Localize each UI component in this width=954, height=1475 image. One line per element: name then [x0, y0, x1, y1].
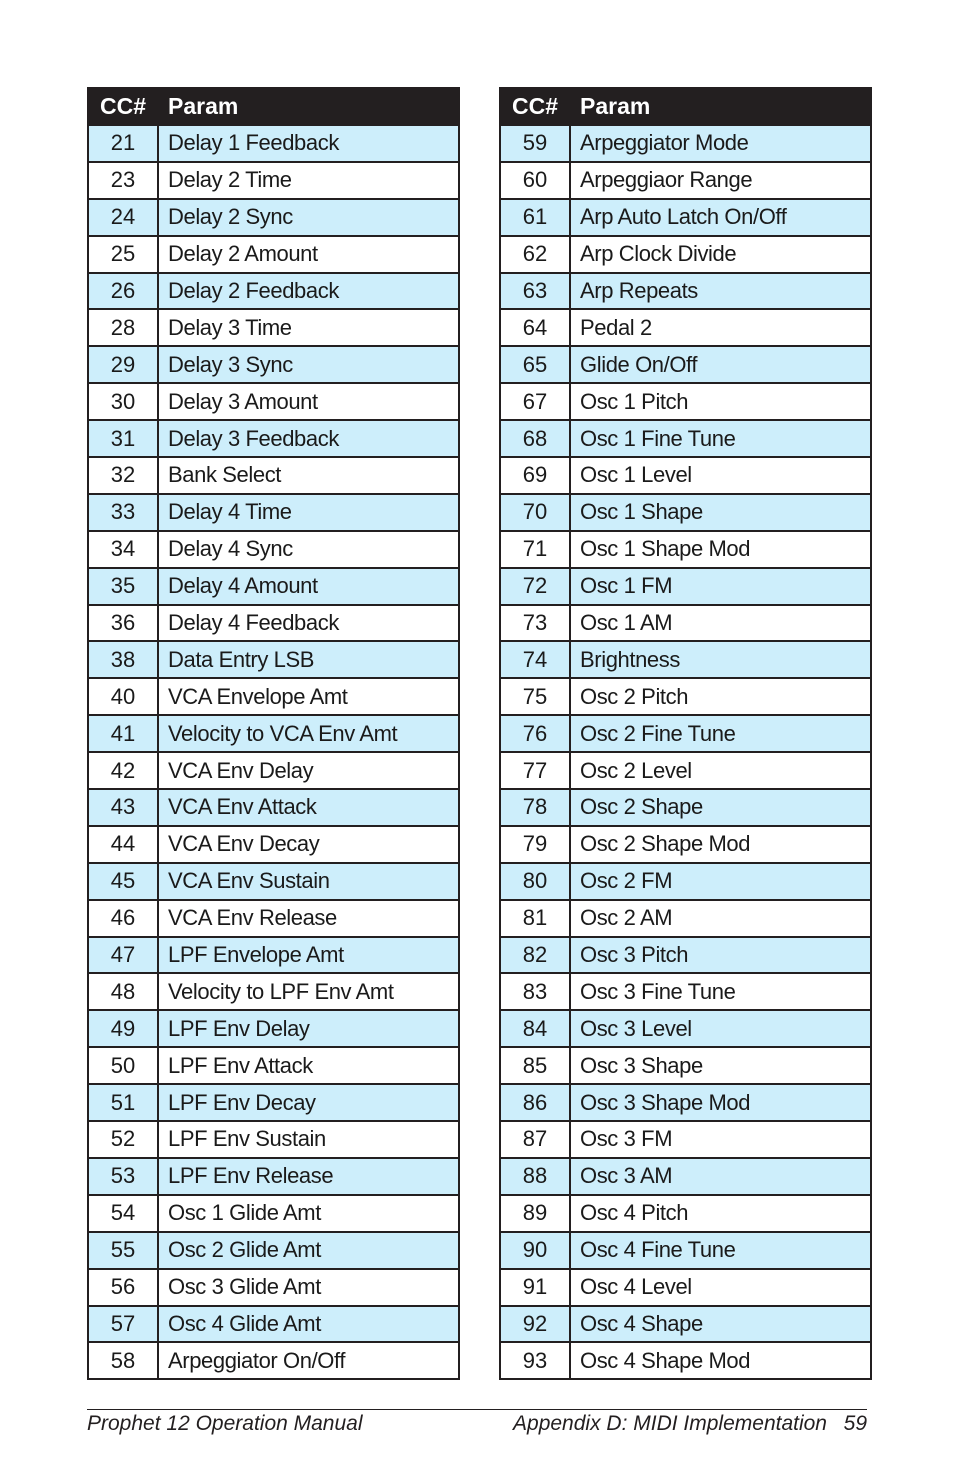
table-row — [88, 752, 459, 789]
table-row — [88, 1158, 459, 1195]
param-name-cell: LPF Env Delay — [158, 1010, 459, 1047]
cc-number-cell: 61 — [500, 199, 570, 236]
table-row — [500, 605, 871, 642]
param-name-cell: Osc 1 Pitch — [570, 383, 871, 420]
table-row — [500, 789, 871, 826]
param-name-cell: Osc 2 Level — [570, 752, 871, 789]
cc-number-cell: 35 — [88, 568, 158, 605]
cc-number-cell: 52 — [88, 1121, 158, 1158]
cc-number-cell: 29 — [88, 346, 158, 383]
table-row — [500, 568, 871, 605]
cc-number-cell: 49 — [88, 1010, 158, 1047]
cc-number-cell: 58 — [88, 1342, 158, 1379]
param-name-cell: Delay 2 Feedback — [158, 273, 459, 310]
table-row — [88, 346, 459, 383]
cc-column-header: CC# — [500, 88, 570, 125]
table-row — [88, 309, 459, 346]
table-row — [88, 1306, 459, 1343]
cc-number-cell: 75 — [500, 678, 570, 715]
table-row — [88, 1084, 459, 1121]
table-row — [500, 1010, 871, 1047]
cc-number-cell: 64 — [500, 309, 570, 346]
table-row — [88, 826, 459, 863]
cc-number-cell: 60 — [500, 162, 570, 199]
table-row — [500, 162, 871, 199]
cc-number-cell: 87 — [500, 1121, 570, 1158]
table-row — [88, 900, 459, 937]
param-name-cell: Osc 1 Glide Amt — [158, 1195, 459, 1232]
param-name-cell: Delay 4 Amount — [158, 568, 459, 605]
table-row — [88, 125, 459, 162]
table-row — [88, 1047, 459, 1084]
cc-number-cell: 77 — [500, 752, 570, 789]
table-row — [500, 1121, 871, 1158]
param-name-cell: Delay 3 Sync — [158, 346, 459, 383]
table-row — [88, 494, 459, 531]
table-row — [88, 1121, 459, 1158]
cc-table-left — [87, 87, 460, 1380]
table-row — [500, 1195, 871, 1232]
cc-number-cell: 86 — [500, 1084, 570, 1121]
cc-number-cell: 71 — [500, 531, 570, 568]
param-name-cell: VCA Env Sustain — [158, 863, 459, 900]
table-row — [500, 863, 871, 900]
table-header-row — [500, 88, 871, 125]
cc-number-cell: 80 — [500, 863, 570, 900]
cc-column-header: CC# — [88, 88, 158, 125]
table-row — [500, 383, 871, 420]
param-name-cell: Osc 3 Fine Tune — [570, 973, 871, 1010]
cc-number-cell: 53 — [88, 1158, 158, 1195]
footer-section-title: Appendix D: MIDI Implementation — [513, 1412, 827, 1435]
param-name-cell: Velocity to VCA Env Amt — [158, 715, 459, 752]
table-row — [500, 420, 871, 457]
table-row — [88, 678, 459, 715]
table-row — [500, 900, 871, 937]
cc-number-cell: 56 — [88, 1269, 158, 1306]
table-row — [88, 162, 459, 199]
param-name-cell: Osc 3 Glide Amt — [158, 1269, 459, 1306]
param-column-header: Param — [570, 88, 871, 125]
cc-number-cell: 32 — [88, 457, 158, 494]
param-name-cell: Osc 3 FM — [570, 1121, 871, 1158]
cc-number-cell: 34 — [88, 531, 158, 568]
cc-number-cell: 26 — [88, 273, 158, 310]
cc-number-cell: 92 — [500, 1306, 570, 1343]
cc-number-cell: 93 — [500, 1342, 570, 1379]
table-row — [88, 605, 459, 642]
param-name-cell: VCA Env Delay — [158, 752, 459, 789]
page-number: 59 — [843, 1412, 867, 1435]
param-name-cell: Osc 2 Shape Mod — [570, 826, 871, 863]
cc-number-cell: 67 — [500, 383, 570, 420]
cc-number-cell: 83 — [500, 973, 570, 1010]
param-name-cell: Osc 2 AM — [570, 900, 871, 937]
table-row — [88, 236, 459, 273]
table-row — [500, 1084, 871, 1121]
cc-number-cell: 50 — [88, 1047, 158, 1084]
param-name-cell: Osc 4 Shape — [570, 1306, 871, 1343]
table-row — [500, 715, 871, 752]
table-row — [500, 346, 871, 383]
param-name-cell: Arpeggiator On/Off — [158, 1342, 459, 1379]
cc-number-cell: 44 — [88, 826, 158, 863]
table-row — [500, 1232, 871, 1269]
table-row — [88, 715, 459, 752]
cc-number-cell: 43 — [88, 789, 158, 826]
cc-number-cell: 40 — [88, 678, 158, 715]
table-row — [88, 568, 459, 605]
cc-number-cell: 45 — [88, 863, 158, 900]
cc-number-cell: 70 — [500, 494, 570, 531]
param-name-cell: Glide On/Off — [570, 346, 871, 383]
param-name-cell: Osc 1 Level — [570, 457, 871, 494]
cc-number-cell: 21 — [88, 125, 158, 162]
table-row — [500, 1342, 871, 1379]
param-name-cell: Delay 3 Amount — [158, 383, 459, 420]
table-row — [500, 752, 871, 789]
param-name-cell: Bank Select — [158, 457, 459, 494]
cc-table-right — [499, 87, 872, 1380]
param-name-cell: Delay 2 Time — [158, 162, 459, 199]
param-name-cell: Arp Auto Latch On/Off — [570, 199, 871, 236]
param-name-cell: Osc 3 Shape Mod — [570, 1084, 871, 1121]
cc-number-cell: 28 — [88, 309, 158, 346]
param-name-cell: Osc 2 Glide Amt — [158, 1232, 459, 1269]
table-row — [88, 863, 459, 900]
cc-number-cell: 89 — [500, 1195, 570, 1232]
param-name-cell: Brightness — [570, 641, 871, 678]
param-name-cell: Osc 3 AM — [570, 1158, 871, 1195]
param-column-header: Param — [158, 88, 459, 125]
cc-number-cell: 82 — [500, 937, 570, 974]
param-name-cell: Delay 4 Sync — [158, 531, 459, 568]
table-row — [88, 383, 459, 420]
param-name-cell: Delay 2 Amount — [158, 236, 459, 273]
param-name-cell: LPF Env Release — [158, 1158, 459, 1195]
table-row — [500, 531, 871, 568]
param-name-cell: Osc 2 Pitch — [570, 678, 871, 715]
cc-number-cell: 76 — [500, 715, 570, 752]
cc-number-cell: 62 — [500, 236, 570, 273]
table-row — [500, 125, 871, 162]
cc-number-cell: 85 — [500, 1047, 570, 1084]
cc-number-cell: 63 — [500, 273, 570, 310]
param-name-cell: Osc 4 Pitch — [570, 1195, 871, 1232]
table-row — [88, 789, 459, 826]
table-row — [500, 457, 871, 494]
footer-manual-title: Prophet 12 Operation Manual — [87, 1412, 363, 1435]
param-name-cell: Delay 3 Time — [158, 309, 459, 346]
param-name-cell: Delay 3 Feedback — [158, 420, 459, 457]
cc-number-cell: 69 — [500, 457, 570, 494]
param-name-cell: VCA Envelope Amt — [158, 678, 459, 715]
table-row — [500, 199, 871, 236]
table-row — [88, 1269, 459, 1306]
cc-number-cell: 78 — [500, 789, 570, 826]
table-row — [500, 494, 871, 531]
table-row — [500, 1047, 871, 1084]
table-row — [88, 420, 459, 457]
param-name-cell: Osc 3 Shape — [570, 1047, 871, 1084]
cc-number-cell: 46 — [88, 900, 158, 937]
table-row — [500, 826, 871, 863]
param-name-cell: Pedal 2 — [570, 309, 871, 346]
table-row — [500, 937, 871, 974]
param-name-cell: LPF Env Sustain — [158, 1121, 459, 1158]
cc-number-cell: 31 — [88, 420, 158, 457]
table-row — [500, 973, 871, 1010]
param-name-cell: Osc 2 Fine Tune — [570, 715, 871, 752]
param-name-cell: LPF Env Decay — [158, 1084, 459, 1121]
cc-number-cell: 24 — [88, 199, 158, 236]
table-row — [500, 1158, 871, 1195]
cc-number-cell: 90 — [500, 1232, 570, 1269]
table-row — [500, 641, 871, 678]
cc-number-cell: 88 — [500, 1158, 570, 1195]
param-name-cell: VCA Env Decay — [158, 826, 459, 863]
cc-number-cell: 48 — [88, 973, 158, 1010]
param-name-cell: Arp Clock Divide — [570, 236, 871, 273]
table-row — [88, 1010, 459, 1047]
param-name-cell: Osc 1 Fine Tune — [570, 420, 871, 457]
cc-number-cell: 55 — [88, 1232, 158, 1269]
table-row — [500, 273, 871, 310]
param-name-cell: Data Entry LSB — [158, 641, 459, 678]
cc-number-cell: 47 — [88, 937, 158, 974]
cc-number-cell: 74 — [500, 641, 570, 678]
table-row — [88, 1342, 459, 1379]
cc-number-cell: 65 — [500, 346, 570, 383]
table-row — [500, 1306, 871, 1343]
table-row — [88, 973, 459, 1010]
table-row — [88, 1232, 459, 1269]
param-name-cell: Arp Repeats — [570, 273, 871, 310]
cc-number-cell: 51 — [88, 1084, 158, 1121]
cc-number-cell: 73 — [500, 605, 570, 642]
table-row — [88, 937, 459, 974]
cc-number-cell: 79 — [500, 826, 570, 863]
cc-number-cell: 59 — [500, 125, 570, 162]
cc-number-cell: 33 — [88, 494, 158, 531]
param-name-cell: Delay 4 Time — [158, 494, 459, 531]
param-name-cell: LPF Env Attack — [158, 1047, 459, 1084]
param-name-cell: Osc 4 Glide Amt — [158, 1306, 459, 1343]
cc-number-cell: 41 — [88, 715, 158, 752]
cc-number-cell: 38 — [88, 641, 158, 678]
table-header-row — [88, 88, 459, 125]
param-name-cell: Osc 1 AM — [570, 605, 871, 642]
param-name-cell: Osc 1 Shape — [570, 494, 871, 531]
table-row — [88, 199, 459, 236]
cc-number-cell: 25 — [88, 236, 158, 273]
param-name-cell: Osc 1 Shape Mod — [570, 531, 871, 568]
footer-divider — [87, 1409, 867, 1410]
cc-number-cell: 36 — [88, 605, 158, 642]
table-row — [500, 1269, 871, 1306]
cc-number-cell: 42 — [88, 752, 158, 789]
param-name-cell: Osc 4 Shape Mod — [570, 1342, 871, 1379]
param-name-cell: VCA Env Attack — [158, 789, 459, 826]
param-name-cell: Osc 4 Level — [570, 1269, 871, 1306]
cc-number-cell: 84 — [500, 1010, 570, 1047]
cc-number-cell: 91 — [500, 1269, 570, 1306]
table-row — [88, 1195, 459, 1232]
param-name-cell: Osc 1 FM — [570, 568, 871, 605]
param-name-cell: Delay 4 Feedback — [158, 605, 459, 642]
table-row — [500, 678, 871, 715]
param-name-cell: Delay 2 Sync — [158, 199, 459, 236]
cc-number-cell: 23 — [88, 162, 158, 199]
param-name-cell: VCA Env Release — [158, 900, 459, 937]
table-row — [88, 457, 459, 494]
table-row — [500, 236, 871, 273]
table-row — [88, 641, 459, 678]
param-name-cell: Osc 2 FM — [570, 863, 871, 900]
table-row — [88, 531, 459, 568]
param-name-cell: Delay 1 Feedback — [158, 125, 459, 162]
table-row — [88, 273, 459, 310]
cc-number-cell: 57 — [88, 1306, 158, 1343]
cc-number-cell: 68 — [500, 420, 570, 457]
param-name-cell: Osc 4 Fine Tune — [570, 1232, 871, 1269]
table-row — [500, 309, 871, 346]
cc-number-cell: 81 — [500, 900, 570, 937]
param-name-cell: Osc 3 Pitch — [570, 937, 871, 974]
param-name-cell: Arpeggiator Mode — [570, 125, 871, 162]
param-name-cell: LPF Envelope Amt — [158, 937, 459, 974]
cc-number-cell: 30 — [88, 383, 158, 420]
cc-number-cell: 54 — [88, 1195, 158, 1232]
cc-number-cell: 72 — [500, 568, 570, 605]
param-name-cell: Osc 2 Shape — [570, 789, 871, 826]
param-name-cell: Arpeggiaor Range — [570, 162, 871, 199]
param-name-cell: Velocity to LPF Env Amt — [158, 973, 459, 1010]
param-name-cell: Osc 3 Level — [570, 1010, 871, 1047]
